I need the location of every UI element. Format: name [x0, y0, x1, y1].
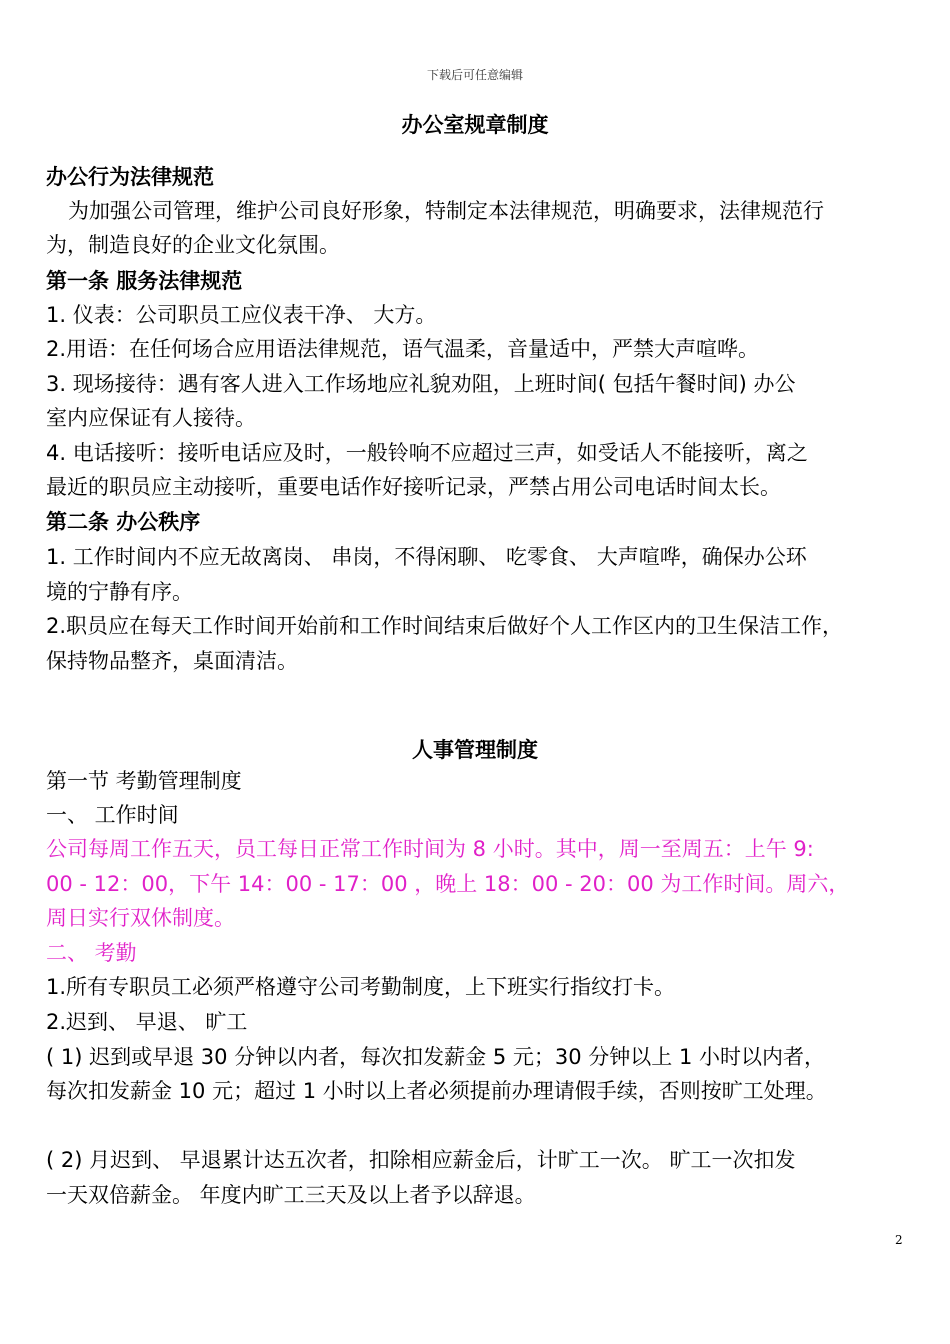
intro-line: 为加强公司管理，维护公司良好形象，特制定本法律规范，明确要求，法律规范行: [68, 199, 824, 223]
item1-line: 00 - 12：00，下午 14：00 - 17：00 ，晚上 18：00 - 20：00 为工作时间。周六，: [46, 872, 850, 896]
item2-line: 每次扣发薪金 10 元；超过 1 小时以上者必须提前办理请假手续，否则按旷工处理。: [46, 1079, 827, 1103]
article1-line: 4. 电话接听：接听电话应及时，一般铃响不应超过三声，如受话人不能接听，离之: [46, 441, 808, 465]
item2-line: ( 2) 月迟到、 早退累计达五次者，扣除相应薪金后，计旷工一次。 旷工一次扣发: [46, 1148, 796, 1172]
section1-heading: 办公行为法律规范: [46, 165, 214, 189]
section1-title: 办公室规章制度: [401, 113, 549, 137]
item1-line: 周日实行双休制度。: [46, 906, 235, 930]
item2-line: 2.迟到、 早退、 旷工: [46, 1010, 248, 1034]
item2-line: 一天双倍薪金。 年度内旷工三天及以上者予以辞退。: [46, 1183, 536, 1207]
article1-line: 3. 现场接待：遇有客人进入工作场地应礼貌劝阻，上班时间( 包括午餐时间) 办公: [46, 372, 796, 396]
item2-line: 1.所有专职员工必须严格遵守公司考勤制度，上下班实行指纹打卡。: [46, 975, 676, 999]
item1-heading: 一、 工作时间: [46, 803, 179, 827]
article2-line: 境的宁静有序。: [46, 580, 193, 604]
page-number: 2: [895, 1233, 903, 1247]
article1-line: 1. 仪表：公司职员工应仪表干净、 大方。: [46, 303, 437, 327]
article2-line: 1. 工作时间内不应无故离岗、 串岗，不得闲聊、 吃零食、 大声喧哗，确保办公环: [46, 545, 807, 569]
article1-heading: 第一条 服务法律规范: [46, 269, 243, 293]
subsection-heading: 第一节 考勤管理制度: [46, 769, 242, 793]
header-note: 下载后可任意编辑: [426, 68, 523, 82]
section2-title: 人事管理制度: [412, 738, 538, 762]
item2-heading: 二、 考勤: [46, 941, 137, 965]
article2-heading: 第二条 办公秩序: [46, 510, 201, 534]
item1-line: 公司每周工作五天，员工每日正常工作时间为 8 小时。其中，周一至周五：上午 9:: [46, 837, 814, 861]
article1-line: 最近的职员应主动接听，重要电话作好接听记录，严禁占用公司电话时间太长。: [46, 475, 781, 499]
item2-line: ( 1) 迟到或早退 30 分钟以内者，每次扣发薪金 5 元；30 分钟以上 1 小时以内者，: [46, 1045, 825, 1069]
article2-line: 2.职员应在每天工作时间开始前和工作时间结束后做好个人工作区内的卫生保洁工作，: [46, 614, 844, 638]
article2-line: 保持物品整齐，桌面清洁。: [46, 649, 298, 673]
article1-line: 室内应保证有人接待。: [46, 406, 256, 430]
intro-line: 为，制造良好的企业文化氛围。: [46, 233, 340, 257]
article1-line: 2.用语：在任何场合应用语法律规范，语气温柔，音量适中，严禁大声喧哗。: [46, 337, 760, 361]
